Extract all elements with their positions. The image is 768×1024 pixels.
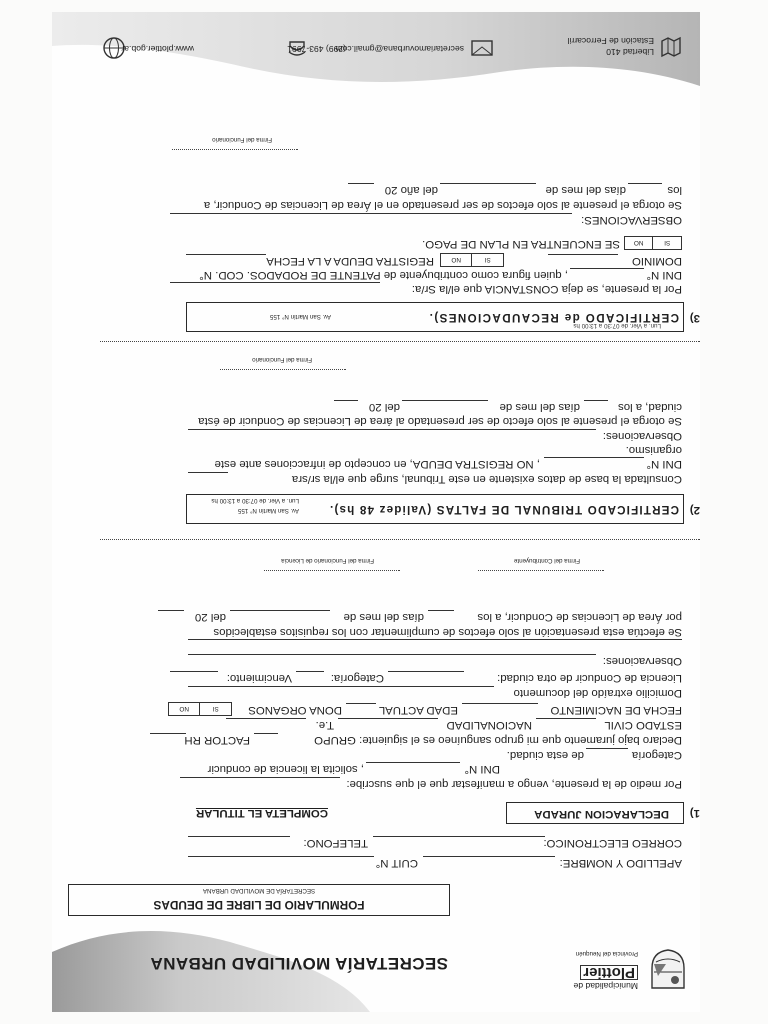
- section2-number: 2): [689, 504, 700, 516]
- s3-dominio-label: DOMINIO: [632, 255, 682, 267]
- section3-address: Av. San Martín N° 155: [269, 313, 331, 320]
- paper-sheet: [52, 12, 700, 1012]
- s1-firma-contribuyente-line[interactable]: [478, 570, 604, 571]
- s1-name-field[interactable]: [180, 777, 340, 778]
- s1-dni-field[interactable]: [366, 762, 460, 763]
- mail-icon: [470, 33, 494, 58]
- section1-title-box: [506, 802, 684, 824]
- s3-dni-label: DNI N°: [646, 269, 682, 281]
- s3-registra: REGISTRA DEUDA A LA FECHA: [266, 255, 434, 267]
- section2-hours: Lun. a Vier. de 07:30 a 13:00 hs: [211, 497, 299, 504]
- s3-plan-pago-toggle[interactable]: [624, 236, 682, 250]
- section3-title: CERTIFICADO de RECAUDACIONES).: [428, 311, 679, 324]
- s3-plan-no[interactable]: NO: [625, 237, 654, 249]
- section3-title-box: [186, 302, 684, 332]
- s1-declaro: Declaro bajo juramento que mi grupo sanguíneo es el siguiente: GRUPO: [314, 734, 682, 746]
- municipality-label: Municipalidad de: [573, 981, 638, 991]
- s1-categoria2-field[interactable]: [296, 671, 324, 672]
- label-apellido: APELLIDO Y NOMBRE:: [559, 857, 682, 869]
- footer-address1: Libertad 410: [606, 47, 654, 57]
- s3-quien: , quien figura como contribuyente de PATENTE DE RODADOS. COD. N°: [199, 269, 568, 281]
- label-cuit: CUIT N°: [375, 857, 418, 869]
- footer-phone: (299) 493-7991: [287, 44, 346, 54]
- cut-line-1: [100, 539, 700, 540]
- form-title: FORMULARIO DE LIBRE DE DEUDAS: [153, 898, 365, 912]
- s3-fecha-field[interactable]: [186, 254, 266, 255]
- s2-name-field[interactable]: [188, 472, 228, 473]
- s1-dona-si[interactable]: SI: [212, 705, 219, 713]
- header-band: [52, 920, 700, 1012]
- s2-dni-label: DNI N°: [646, 458, 682, 470]
- s3-constancia: Por la presente, se deja CONSTANCIA que el/la Sr/a:: [411, 283, 682, 295]
- footer-address2: Estación de Ferrocarril: [567, 36, 654, 46]
- municipal-coat-of-arms-icon: [648, 943, 688, 994]
- footer-email[interactable]: secretariamovurbana@gmail.com: [335, 44, 464, 54]
- s3-registra-deuda-toggle[interactable]: [440, 253, 504, 267]
- s1-categoria-field[interactable]: [586, 748, 628, 749]
- s3-observaciones-field[interactable]: [170, 213, 572, 214]
- s1-observaciones-label: Observaciones:: [602, 655, 682, 667]
- s1-solicita: , solicita la licencia de conducir: [207, 763, 364, 775]
- correo-field[interactable]: [373, 836, 545, 837]
- s3-dias: días del mes de: [545, 184, 626, 196]
- s1-intro: Por medio de la presente, vengo a manifestar que el que suscribe:: [346, 778, 682, 790]
- s2-observaciones-label: Observaciones:: [602, 430, 682, 442]
- s1-mes-field[interactable]: [230, 610, 330, 611]
- s1-fecha-field[interactable]: [462, 703, 538, 704]
- s1-categoria-label: Categoría: [631, 749, 682, 761]
- label-telefono: TELEFONO:: [303, 837, 368, 849]
- s3-anio-field[interactable]: [348, 183, 374, 184]
- s2-dias: días del mes de: [499, 401, 580, 413]
- cut-line-2: [100, 341, 700, 342]
- s3-plan: SE ENCUENTRA EN PLAN DE PAGO.: [422, 238, 620, 250]
- s1-dona-organos-toggle[interactable]: [168, 702, 232, 716]
- s3-los: los: [667, 184, 682, 196]
- s1-efectua: Se efectúa esta presentación al solo efectos de cumplimentar con los requisitos establecidos: [213, 626, 682, 638]
- s2-otorga: Se otorga el presente al solo efecto de ser presentado al área de Licencias de Conducir de ésta: [198, 415, 682, 427]
- footer-web[interactable]: www.plottier.gob.ar: [121, 44, 194, 54]
- s2-consultada: Consultada la base de datos existente en este Tribunal, surge que el/la sr/sra: [291, 473, 682, 485]
- s3-del: del año 20: [384, 184, 438, 196]
- s3-registra-no[interactable]: NO: [441, 254, 473, 266]
- section3-hours: Lun. a Vier. de 07:30 a 13:00 hs: [573, 322, 661, 329]
- s1-dias: días del mes de: [343, 611, 424, 623]
- s1-anio-field[interactable]: [158, 610, 184, 611]
- s1-nacionalidad-label: NACIONALIDAD: [446, 719, 532, 731]
- form-title-box: [68, 884, 450, 916]
- s1-licencia-label: Licencia de Conducir de otra ciudad:: [497, 672, 682, 684]
- map-icon: [660, 31, 682, 58]
- section1-title: DECLARACION JURADA: [534, 808, 669, 820]
- s2-mes-field[interactable]: [402, 400, 488, 401]
- s1-te-label: T.e.: [315, 719, 334, 731]
- s1-fecha-label: FECHA DE NACIMIENTO: [550, 704, 682, 716]
- s1-grupo-field[interactable]: [254, 733, 278, 734]
- section1-number: 1): [689, 807, 700, 819]
- section2-address: Av. San Martín N° 155: [237, 507, 299, 514]
- s1-firma-funcionario: Firma del Funcionario de Licencia: [281, 557, 374, 564]
- s3-dni-field[interactable]: [570, 268, 644, 269]
- s1-edad-field[interactable]: [346, 703, 376, 704]
- s3-observaciones-label: OBSERVACIONES:: [581, 214, 682, 226]
- province-label: Provincia del Neuquén: [575, 950, 638, 957]
- s3-name-field[interactable]: [170, 282, 380, 283]
- s2-del: del 20: [368, 401, 400, 413]
- s1-dias-field[interactable]: [428, 610, 454, 611]
- cuit-field[interactable]: [188, 856, 374, 857]
- s1-estado-field[interactable]: [536, 718, 596, 719]
- form-subtitle: SECRETARÍA DE MOVILIDAD URBANA: [202, 887, 316, 894]
- s1-del: del 20: [194, 611, 226, 623]
- s2-observaciones-field[interactable]: [188, 429, 596, 430]
- s1-domicilio-field[interactable]: [188, 686, 494, 687]
- s1-vencimiento-label: Vencimiento:: [226, 672, 292, 684]
- s2-firma-line[interactable]: [220, 369, 346, 370]
- s1-edad-label: EDAD ACTUAL: [378, 704, 458, 716]
- section1-note: COMPLETA EL TITULAR: [195, 807, 328, 819]
- secretariat-title: SECRETARÍA MOVILIDAD URBANA: [150, 954, 448, 973]
- s2-dias-field[interactable]: [584, 400, 608, 401]
- s1-vencimiento-field[interactable]: [170, 671, 218, 672]
- s1-observaciones-field-2[interactable]: [188, 639, 682, 640]
- footer-band: [52, 12, 700, 106]
- s1-nacionalidad-field[interactable]: [338, 718, 438, 719]
- s2-no-registra: , NO REGISTRA DEUDA, en concepto de infracciones ante este: [214, 458, 540, 470]
- s3-dias-field[interactable]: [628, 183, 662, 184]
- s3-dominio-field[interactable]: [548, 254, 618, 255]
- s3-mes-field[interactable]: [440, 183, 536, 184]
- s1-observaciones-field[interactable]: [188, 654, 596, 655]
- s3-otorga: Se otorga el presente al solo efectos de ser presentado en el Área de Licencias de Conducir, a: [203, 199, 682, 211]
- s2-dni-field[interactable]: [544, 457, 644, 458]
- city-logo-text: Plottier: [580, 965, 638, 980]
- s1-factor-field[interactable]: [150, 733, 186, 734]
- s3-firma: Firma del Funcionario: [212, 136, 272, 143]
- s1-licencia-field[interactable]: [388, 671, 464, 672]
- s2-ciudad: ciudad, a los: [618, 401, 682, 413]
- s1-firma-funcionario-line[interactable]: [264, 570, 400, 571]
- s1-firma-contribuyente: Firma del Contribuyente: [513, 557, 580, 564]
- telefono-field[interactable]: [188, 836, 290, 837]
- s1-area: por Área de Licencias de Conducir, a los: [477, 611, 682, 623]
- section2-title: CERTIFICADO TRIBUNAL DE FALTAS (Validez 48 hs).: [328, 503, 679, 516]
- apellido-field[interactable]: [423, 856, 555, 857]
- s1-factor-label: FACTOR RH: [184, 734, 250, 746]
- s1-categoria2-label: Categoría:: [330, 672, 384, 684]
- s1-estado-label: ESTADO CIVIL: [604, 719, 682, 731]
- s2-organismo: organismo.: [625, 444, 682, 456]
- label-correo: CORREO ELECTRONICO:: [543, 837, 682, 849]
- s3-plan-si[interactable]: SI: [664, 239, 671, 247]
- section3-number: 3): [689, 312, 700, 324]
- s1-dona-label: DONA ORGANOS: [248, 704, 342, 716]
- s3-registra-si[interactable]: SI: [484, 256, 491, 264]
- section2-title-box: [186, 494, 684, 524]
- s1-ciudad: de esta ciudad.: [506, 749, 584, 761]
- s1-te-field[interactable]: [226, 718, 306, 719]
- s3-firma-line[interactable]: [172, 149, 298, 150]
- s1-dni-label: DNI N°: [464, 763, 500, 775]
- footer-swoosh: [52, 12, 700, 106]
- s2-firma: Firma del Funcionario: [252, 356, 312, 363]
- s1-dona-no[interactable]: NO: [169, 703, 201, 715]
- s1-domicilio-label: Domicilio extraído del documento: [513, 687, 682, 699]
- s2-anio-field[interactable]: [334, 400, 358, 401]
